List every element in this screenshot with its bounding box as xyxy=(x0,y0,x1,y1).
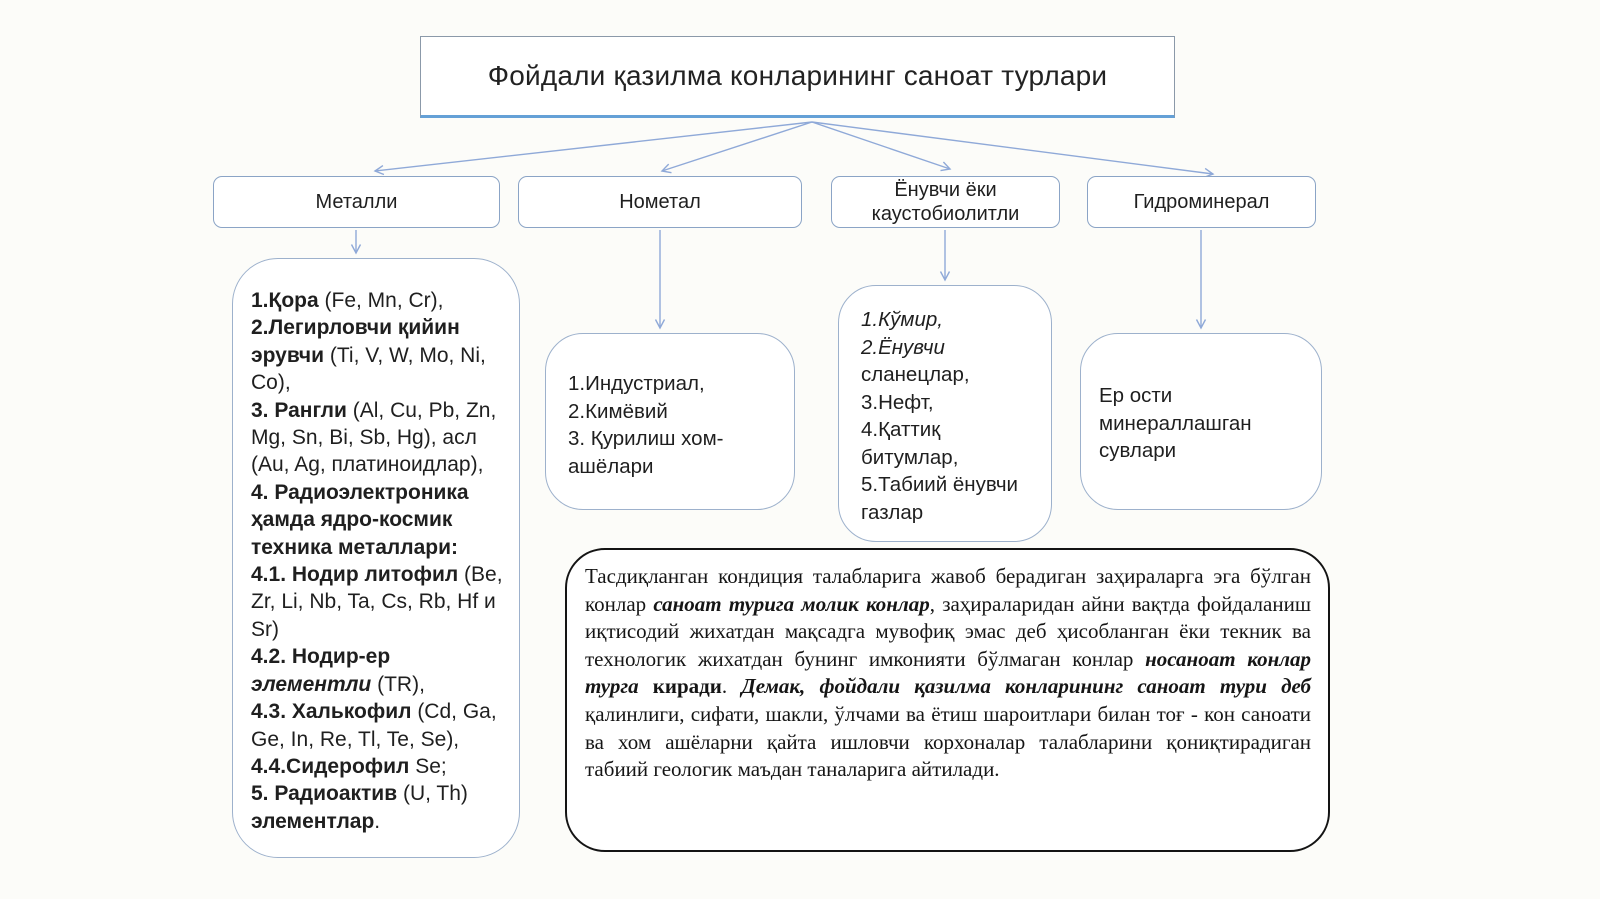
arrow-title-to-nometal xyxy=(662,122,812,171)
category-box-metalli xyxy=(213,176,500,228)
text-segment: (Cd, Ga, Ge, In, Re, Tl, Te, Se), xyxy=(251,700,497,751)
text-segment: Тасдиқланган кондиция талабларига жавоб берадиган заҳираларга эга бўлган конлар xyxy=(585,564,1311,616)
list-item xyxy=(568,425,782,480)
text-segment: 4. Радиоэлектроника ҳамда ядро-космик техника металлари: xyxy=(251,480,469,559)
list-item xyxy=(861,471,1043,526)
text-segment: 4.Қаттиқ битумлар, xyxy=(861,418,959,469)
nonmetal-types-list xyxy=(545,333,795,510)
text-segment: 1.Қора xyxy=(251,289,319,312)
list-item xyxy=(251,479,505,561)
category-box-combustible xyxy=(831,176,1060,228)
text-segment: , заҳираларидан айни вақтда фойдаланиш иқтисодий жихатдан мақсадга мувофиқ эмас деб ҳисобланган ёки текник ва технологик жихатдан бунинг имконияти бўлмаган конлар xyxy=(585,591,1311,671)
list-item xyxy=(861,306,1043,334)
text-segment: 4.2. Нодир-ер xyxy=(251,645,391,669)
text-segment: элементлар xyxy=(251,809,375,833)
list-item xyxy=(251,643,505,698)
text-segment: сланецлар, xyxy=(861,363,970,386)
list-item xyxy=(568,398,782,426)
category-label-hydromineral: Гидроминерал xyxy=(1133,191,1270,213)
list-item xyxy=(251,753,505,780)
text-segment: 4.1. Нодир литофил xyxy=(251,563,459,587)
text-segment: киради xyxy=(652,674,722,699)
category-label-combustible: Ёнувчи ёки каустобиолитли xyxy=(871,179,1020,225)
text-segment: Se; xyxy=(409,754,447,778)
text-segment: 5. Радиоактив xyxy=(251,782,398,806)
text-segment: 3. Рангли xyxy=(251,398,347,422)
text-segment: (TR), xyxy=(371,672,425,696)
text-segment: 2.Легирловчи қийин эрувчи xyxy=(251,316,460,367)
list-item xyxy=(861,389,1043,417)
text-segment: (Be, Zr, Li, Nb, Ta, Cs, Rb, Hf и Sr) xyxy=(251,563,503,641)
text-segment: 2.Кимёвий xyxy=(568,399,668,423)
category-label-metalli: Металли xyxy=(315,191,398,213)
diagram-title-box xyxy=(420,36,1175,118)
text-segment xyxy=(639,674,653,698)
text-segment: 2.Ёнувчи xyxy=(861,335,945,359)
text-segment: 4.3. Халькофил xyxy=(251,700,412,724)
text-segment: 1.Кўмир, xyxy=(861,308,943,331)
text-segment: носаноат конлар турга xyxy=(585,646,1311,699)
list-item xyxy=(251,287,505,314)
text-segment: . xyxy=(721,674,742,699)
category-box-nometal xyxy=(518,176,802,228)
list-item xyxy=(251,314,505,396)
list-item xyxy=(251,698,505,753)
text-segment: Демак, фойдали қазилма конларининг саноат тури деб xyxy=(741,674,1312,699)
summary-paragraph-box xyxy=(565,548,1330,852)
text-segment: саноат турига молик конлар xyxy=(653,591,930,616)
text-segment: (Fe, Mn, Cr), xyxy=(318,289,444,312)
text-segment: . xyxy=(374,809,381,833)
hydromineral-text: Ер ости минераллашган сувлари xyxy=(1099,384,1252,462)
text-segment: 1.Индустриал, xyxy=(568,372,705,395)
text-segment: элементли xyxy=(251,672,372,696)
text-segment: (U, Th) xyxy=(397,782,468,806)
hydromineral-details xyxy=(1080,333,1322,510)
list-item xyxy=(251,561,505,643)
arrow-title-to-hydromineral xyxy=(812,122,1213,174)
arrow-title-to-metalli xyxy=(375,122,812,171)
category-label-nometal: Нометал xyxy=(619,191,701,213)
text-segment: (Al, Cu, Pb, Zn, Mg, Sn, Bi, Sb, Hg), асл (Au, Ag, платиноидлар), xyxy=(251,398,497,477)
diagram-title: Фойдали қазилма конларининг саноат турлари xyxy=(487,60,1108,91)
list-item xyxy=(861,416,1043,471)
category-box-hydromineral xyxy=(1087,176,1316,228)
text-segment: (Ti, V, W, Mo, Ni, Co), xyxy=(251,343,486,395)
text-segment: 5.Табиий ёнувчи газлар xyxy=(861,473,1018,524)
list-item xyxy=(251,780,505,835)
list-item xyxy=(251,397,505,479)
text-segment: 4.4.Сидерофил xyxy=(251,754,410,778)
list-item xyxy=(568,370,782,398)
list-item xyxy=(861,334,1043,389)
metal-types-list xyxy=(232,258,520,858)
combustible-types-list xyxy=(838,285,1052,542)
text-segment: қалинлиги, сифати, шакли, ўлчами ва ётиш шароитлари билан тоғ - кон саноати ва хом ашёларни қайта ишловчи корхоналар талабларини қониқтирадиган табиий геологик маъдан таналарига айтилади. xyxy=(585,701,1311,782)
arrow-title-to-combustible xyxy=(812,122,950,169)
text-segment: 3. Қурилиш хом-ашёлари xyxy=(568,427,724,478)
text-segment: 3.Нефт, xyxy=(861,390,934,414)
